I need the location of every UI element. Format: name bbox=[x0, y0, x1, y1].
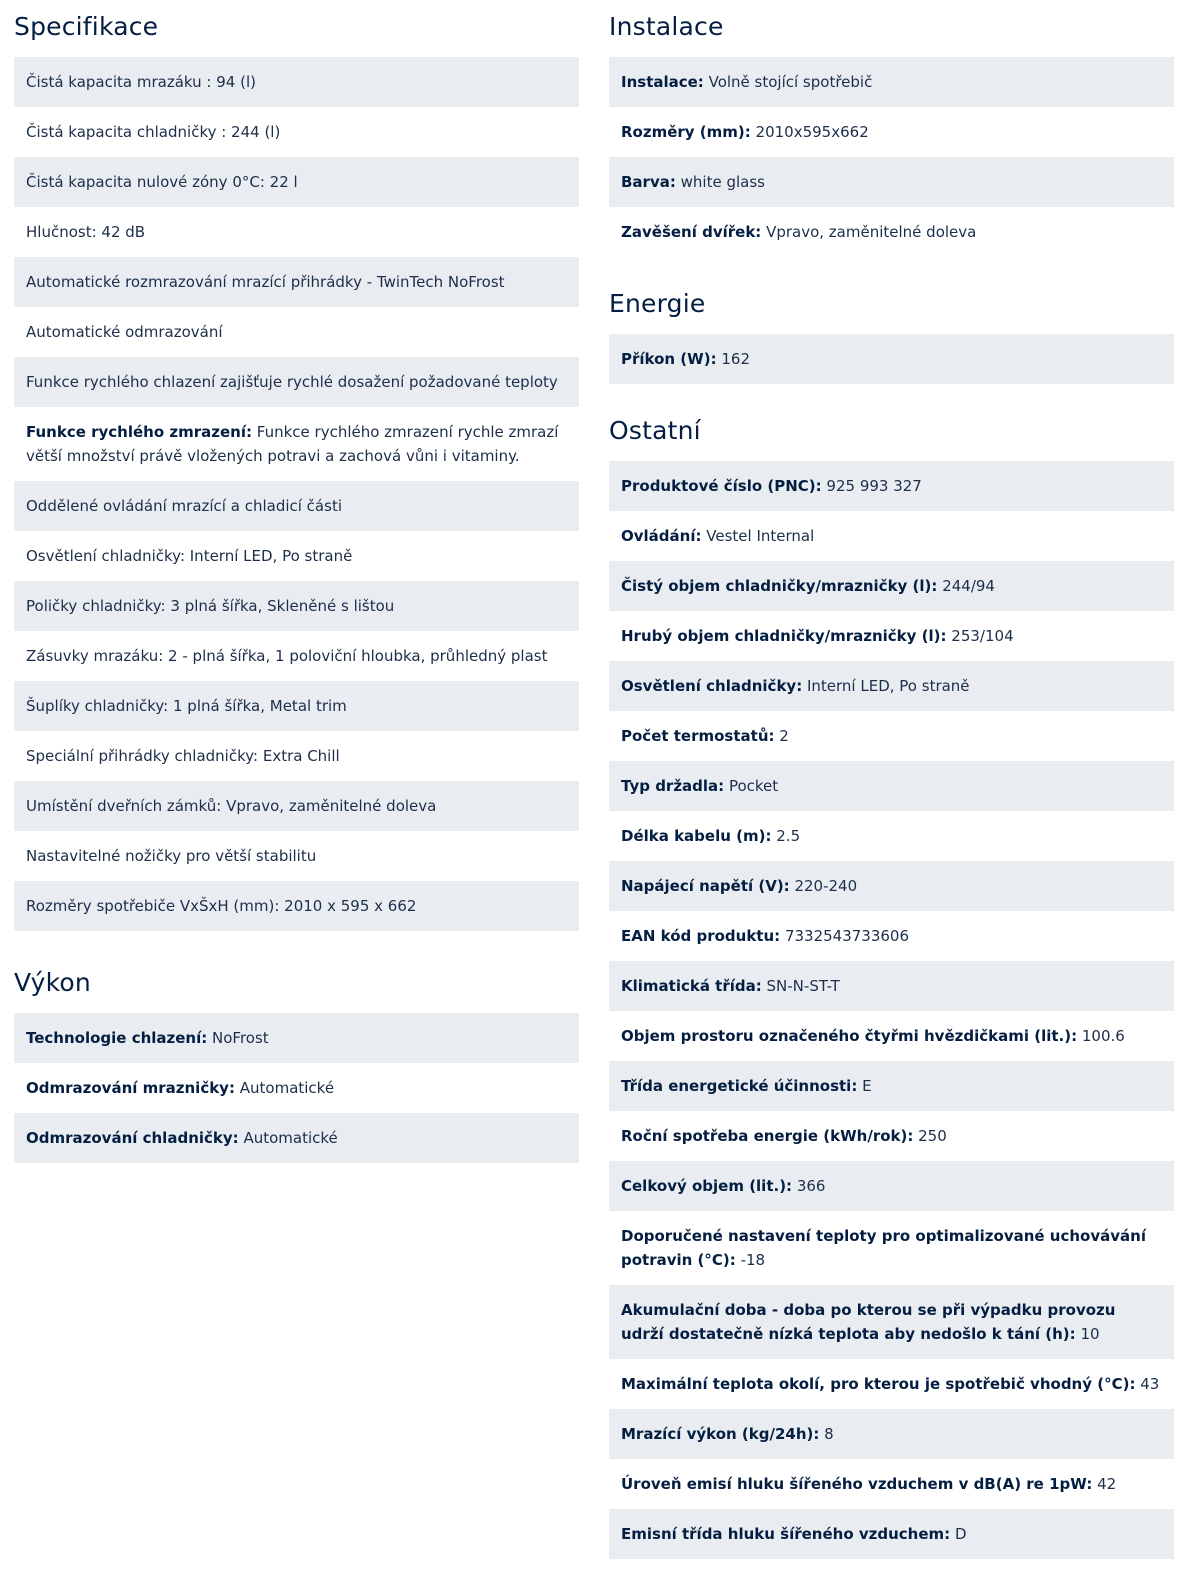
spec-value: Automatické odmrazování bbox=[26, 323, 223, 341]
spec-label: Klimatická třída: bbox=[621, 977, 762, 995]
section-title: Specifikace bbox=[14, 12, 159, 41]
spec-value: Osvětlení chladničky: Interní LED, Po straně bbox=[26, 547, 353, 565]
spec-row bbox=[609, 511, 1174, 561]
spec-value: SN-N-ST-T bbox=[766, 977, 840, 995]
spec-row bbox=[14, 681, 579, 731]
spec-label: Produktové číslo (PNC): bbox=[621, 477, 822, 495]
spec-row bbox=[609, 811, 1174, 861]
section-title: Instalace bbox=[609, 12, 724, 41]
spec-value: Funkce rychlého chlazení zajišťuje rychlé dosažení požadované teploty bbox=[26, 373, 558, 391]
spec-value: Umístění dveřních zámků: Vpravo, zaměnitelné doleva bbox=[26, 797, 437, 815]
spec-value: 162 bbox=[721, 350, 750, 368]
spec-value: 10 bbox=[1080, 1325, 1100, 1343]
spec-label: Čistý objem chladničky/mrazničky (l): bbox=[621, 577, 938, 595]
spec-label: Instalace: bbox=[621, 73, 704, 91]
section-instalace bbox=[609, 0, 1174, 257]
spec-label: Třída energetické účinnosti: bbox=[621, 1077, 858, 1095]
spec-value: Pocket bbox=[728, 777, 779, 795]
spec-row bbox=[14, 731, 579, 781]
spec-value: 8 bbox=[824, 1425, 834, 1443]
spec-row bbox=[14, 307, 579, 357]
spec-list bbox=[609, 57, 1174, 257]
spec-row bbox=[609, 461, 1174, 511]
spec-value: E bbox=[862, 1077, 872, 1095]
spec-value: NoFrost bbox=[212, 1029, 269, 1047]
spec-row bbox=[14, 631, 579, 681]
spec-row bbox=[609, 911, 1174, 961]
spec-row bbox=[609, 107, 1174, 157]
spec-row bbox=[609, 1509, 1174, 1559]
spec-label: Rozměry (mm): bbox=[621, 123, 751, 141]
spec-row bbox=[14, 781, 579, 831]
spec-row bbox=[609, 1359, 1174, 1409]
spec-row bbox=[609, 711, 1174, 761]
spec-row bbox=[609, 157, 1174, 207]
spec-label: Délka kabelu (m): bbox=[621, 827, 772, 845]
spec-row bbox=[14, 257, 579, 307]
spec-value: 250 bbox=[918, 1127, 947, 1145]
spec-row bbox=[14, 407, 579, 481]
spec-value: 42 bbox=[1097, 1475, 1117, 1493]
spec-row bbox=[609, 761, 1174, 811]
spec-label: Počet termostatů: bbox=[621, 727, 775, 745]
spec-value: 244/94 bbox=[942, 577, 995, 595]
spec-label: Roční spotřeba energie (kWh/rok): bbox=[621, 1127, 914, 1145]
spec-label: Příkon (W): bbox=[621, 350, 717, 368]
spec-label: Objem prostoru označeného čtyřmi hvězdičkami (lit.): bbox=[621, 1027, 1078, 1045]
spec-value: 366 bbox=[796, 1177, 826, 1195]
spec-list bbox=[609, 461, 1174, 1559]
spec-value: Čistá kapacita chladničky : 244 (l) bbox=[26, 123, 281, 141]
spec-value: Nastavitelné nožičky pro větší stabilitu bbox=[26, 847, 317, 865]
spec-row bbox=[14, 1113, 579, 1163]
spec-label: Barva: bbox=[621, 173, 676, 191]
spec-row bbox=[609, 207, 1174, 257]
spec-value: 2.5 bbox=[776, 827, 801, 845]
spec-label: Napájecí napětí (V): bbox=[621, 877, 790, 895]
spec-row bbox=[14, 357, 579, 407]
spec-value: 43 bbox=[1140, 1375, 1160, 1393]
spec-value: 2010x595x662 bbox=[755, 123, 869, 141]
spec-value: Automatické rozmrazování mrazící přihrádky - TwinTech NoFrost bbox=[26, 273, 505, 291]
spec-label: Technologie chlazení: bbox=[26, 1029, 208, 1047]
spec-label: Hrubý objem chladničky/mrazničky (l): bbox=[621, 627, 947, 645]
spec-label: Úroveň emisí hluku šířeného vzduchem v dB(A) re 1pW: bbox=[621, 1475, 1093, 1493]
section-vykon bbox=[14, 956, 579, 1163]
section-title: Výkon bbox=[14, 968, 91, 997]
spec-row bbox=[609, 1061, 1174, 1111]
spec-row bbox=[609, 861, 1174, 911]
spec-row bbox=[609, 1409, 1174, 1459]
spec-row bbox=[14, 207, 579, 257]
spec-list bbox=[609, 334, 1174, 384]
spec-value: Interní LED, Po straně bbox=[806, 677, 970, 695]
right-column bbox=[609, 0, 1174, 1584]
spec-value: white glass bbox=[680, 173, 765, 191]
spec-value: 2 bbox=[779, 727, 789, 745]
spec-value: Automatické bbox=[243, 1129, 338, 1147]
spec-row bbox=[609, 961, 1174, 1011]
spec-label: Funkce rychlého zmrazení: bbox=[26, 423, 252, 441]
spec-value: Šuplíky chladničky: 1 plná šířka, Metal trim bbox=[26, 697, 347, 715]
spec-value: Vpravo, zaměnitelné doleva bbox=[766, 223, 977, 241]
spec-label: Celkový objem (lit.): bbox=[621, 1177, 793, 1195]
spec-row bbox=[609, 1285, 1174, 1359]
spec-row bbox=[14, 531, 579, 581]
section-specifikace bbox=[14, 0, 579, 931]
spec-row bbox=[609, 334, 1174, 384]
spec-value: 220-240 bbox=[794, 877, 858, 895]
spec-value: Oddělené ovládání mrazící a chladicí části bbox=[26, 497, 342, 515]
spec-row bbox=[14, 481, 579, 531]
spec-value: -18 bbox=[740, 1251, 766, 1269]
spec-row bbox=[14, 157, 579, 207]
spec-label: Zavěšení dvířek: bbox=[621, 223, 762, 241]
spec-row bbox=[609, 1161, 1174, 1211]
spec-row bbox=[609, 1011, 1174, 1061]
spec-value: Rozměry spotřebiče VxŠxH (mm): 2010 x 595 x 662 bbox=[26, 897, 417, 915]
spec-row bbox=[609, 1459, 1174, 1509]
spec-value: Funkce rychlého zmrazení rychle zmrazí větší množství právě vložených potravi a zachová vůni i vitaminy. bbox=[26, 423, 559, 465]
spec-row bbox=[14, 831, 579, 881]
spec-value: Volně stojící spotřebič bbox=[708, 73, 873, 91]
spec-row bbox=[14, 1013, 579, 1063]
spec-row bbox=[609, 661, 1174, 711]
left-column bbox=[14, 0, 579, 1188]
spec-value: Speciální přihrádky chladničky: Extra Chill bbox=[26, 747, 340, 765]
spec-row bbox=[14, 581, 579, 631]
spec-list bbox=[14, 57, 579, 931]
spec-label: Odmrazování chladničky: bbox=[26, 1129, 239, 1147]
spec-value: Zásuvky mrazáku: 2 - plná šířka, 1 poloviční hloubka, průhledný plast bbox=[26, 647, 548, 665]
spec-value: Čistá kapacita nulové zóny 0°C: 22 l bbox=[26, 173, 298, 191]
spec-row bbox=[14, 1063, 579, 1113]
spec-value: 7332543733606 bbox=[784, 927, 910, 945]
spec-row bbox=[609, 1111, 1174, 1161]
spec-value: Automatické bbox=[239, 1079, 335, 1097]
spec-row bbox=[609, 1211, 1174, 1285]
spec-label: Doporučené nastavení teploty pro optimalizované uchovávání potravin (°C): bbox=[621, 1227, 1146, 1269]
spec-row bbox=[609, 57, 1174, 107]
spec-value: 100.6 bbox=[1081, 1027, 1125, 1045]
spec-value: 253/104 bbox=[951, 627, 1014, 645]
spec-label: Maximální teplota okolí, pro kterou je spotřebič vhodný (°C): bbox=[621, 1375, 1136, 1393]
spec-value: D bbox=[954, 1525, 967, 1543]
spec-label: Mrazící výkon (kg/24h): bbox=[621, 1425, 820, 1443]
spec-label: Ovládání: bbox=[621, 527, 702, 545]
section-title: Ostatní bbox=[609, 416, 701, 445]
section-title: Energie bbox=[609, 289, 706, 318]
spec-label: EAN kód produktu: bbox=[621, 927, 781, 945]
spec-value: 925 993 327 bbox=[826, 477, 922, 495]
spec-value: Čistá kapacita mrazáku : 94 (l) bbox=[26, 73, 256, 91]
section-energie bbox=[609, 277, 1174, 384]
spec-row bbox=[14, 107, 579, 157]
spec-row bbox=[14, 57, 579, 107]
spec-row bbox=[609, 561, 1174, 611]
spec-value: Poličky chladničky: 3 plná šířka, Skleněné s lištou bbox=[26, 597, 395, 615]
spec-label: Typ držadla: bbox=[621, 777, 725, 795]
section-ostatni bbox=[609, 404, 1174, 1559]
spec-label: Akumulační doba - doba po kterou se při výpadku provozu udrží dostatečně nízká teplota aby nedošlo k tání (h): bbox=[621, 1301, 1116, 1343]
spec-row bbox=[609, 611, 1174, 661]
spec-label: Osvětlení chladničky: bbox=[621, 677, 803, 695]
spec-value: Vestel Internal bbox=[706, 527, 815, 545]
spec-value: Hlučnost: 42 dB bbox=[26, 223, 146, 241]
spec-row bbox=[14, 881, 579, 931]
spec-label: Emisní třída hluku šířeného vzduchem: bbox=[621, 1525, 951, 1543]
spec-list bbox=[14, 1013, 579, 1163]
spec-label: Odmrazování mrazničky: bbox=[26, 1079, 235, 1097]
